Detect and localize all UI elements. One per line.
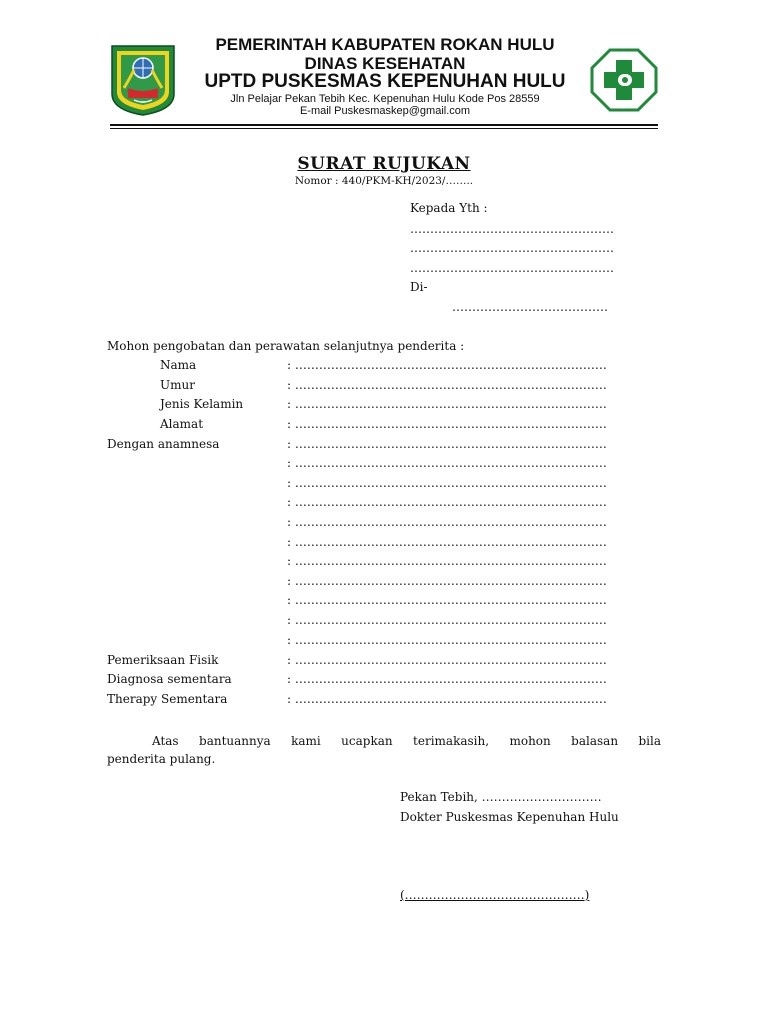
recipient-di-label: Di- [410, 280, 428, 294]
letterhead-email: E-mail Puskesmaskep@gmail.com [299, 105, 471, 117]
anamnesa-line: : …………………………………………………………………… [287, 456, 607, 470]
field-label-nama: Nama [160, 358, 197, 372]
field-value-nama: : …………………………………………………………………… [287, 358, 607, 372]
recipient-line: …………………………………………… [410, 222, 614, 236]
exam-value-diagnosa: : …………………………………………………………………… [287, 672, 607, 686]
anamnesa-line: : …………………………………………………………………… [287, 554, 607, 568]
exam-value-fisik: : …………………………………………………………………… [287, 653, 607, 667]
field-value-umur: : …………………………………………………………………… [287, 378, 607, 392]
field-label-alamat: Alamat [160, 417, 204, 431]
recipient-line: …………………………………………… [410, 261, 614, 275]
puskesmas-logo-icon [590, 48, 658, 112]
letter-title: SURAT RUJUKAN [297, 154, 471, 174]
signature-name: (………………………………………) [400, 888, 590, 902]
anamnesa-line: : …………………………………………………………………… [287, 495, 607, 509]
letterhead-department: DINAS KESEHATAN [304, 54, 466, 73]
exam-label-fisik: Pemeriksaan Fisik [107, 653, 219, 667]
exam-value-therapy: : …………………………………………………………………… [287, 692, 607, 706]
exam-label-diagnosa: Diagnosa sementara [107, 672, 232, 686]
recipient-line: …………………………………………… [410, 241, 614, 255]
recipient-label: Kepada Yth : [410, 201, 488, 215]
letterhead-rule-thin [110, 128, 658, 129]
anamnesa-line: : …………………………………………………………………… [287, 613, 607, 627]
letter-number: Nomor : 440/PKM-KH/2023/…….. [294, 175, 474, 187]
field-value-alamat: : …………………………………………………………………… [287, 417, 607, 431]
closing-paragraph-line2: penderita pulang. [107, 752, 216, 766]
anamnesa-line: : …………………………………………………………………… [287, 437, 607, 451]
letterhead-puskesmas: UPTD PUSKESMAS KEPENUHAN HULU [204, 71, 566, 92]
regency-emblem-icon [110, 44, 176, 116]
anamnesa-line: : …………………………………………………………………… [287, 593, 607, 607]
exam-label-therapy: Therapy Sementara [107, 692, 228, 706]
letterhead-government: PEMERINTAH KABUPATEN ROKAN HULU [215, 35, 555, 54]
field-value-jenis-kelamin: : …………………………………………………………………… [287, 397, 607, 411]
anamnesa-line: : …………………………………………………………………… [287, 535, 607, 549]
field-label-jenis-kelamin: Jenis Kelamin [160, 397, 244, 411]
signature-place-date: Pekan Tebih, ………………………… [400, 790, 602, 804]
letterhead-rule [110, 124, 658, 126]
anamnesa-line: : …………………………………………………………………… [287, 633, 607, 647]
field-label-umur: Umur [160, 378, 195, 392]
closing-paragraph-line1: Atas bantuannya kami ucapkan terimakasih, mohon balasan bila [152, 734, 661, 748]
recipient-di-line: ………………………………… [452, 300, 608, 314]
anamnesa-line: : …………………………………………………………………… [287, 574, 607, 588]
signature-title: Dokter Puskesmas Kepenuhan Hulu [400, 810, 619, 824]
anamnesa-line: : …………………………………………………………………… [287, 515, 607, 529]
anamnesa-label: Dengan anamnesa [107, 437, 220, 451]
intro-text: Mohon pengobatan dan perawatan selanjutnya penderita : [107, 339, 465, 353]
anamnesa-line: : …………………………………………………………………… [287, 476, 607, 490]
letterhead-address: Jln Pelajar Pekan Tebih Kec. Kepenuhan Hulu Kode Pos 28559 [230, 93, 540, 105]
